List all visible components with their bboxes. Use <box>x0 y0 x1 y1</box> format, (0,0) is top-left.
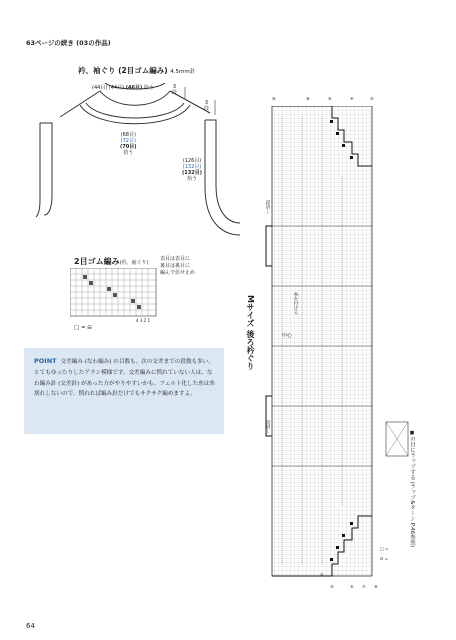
collar-title-text: 衿、袖ぐり (2目ゴム編み) <box>78 66 168 75</box>
chart-mark-label: 糸を付ける <box>293 292 298 315</box>
chart-count-bottom-4: ⑦ <box>362 584 366 589</box>
chart-legend-2: ⊟ = <box>380 556 388 561</box>
chart-count-top-4: ④ <box>350 96 354 101</box>
chart-count-bottom-5: ⑨ <box>374 584 378 589</box>
rib-legend: □ = ⊟ <box>74 325 92 331</box>
page-number: 64 <box>26 622 35 630</box>
chart-title: Mサイズ 後ろ衿ぐり <box>246 295 255 370</box>
chart-dankai-1: 段消し <box>265 420 270 434</box>
rib-note: 表目は表目に 裏目は裏目に 編んで伏せ止め <box>160 256 196 276</box>
rib-stitch-numbers: 4 3 2 1 <box>136 318 151 323</box>
chart-side-note: ◼の目にラップする (ラップ&ターン P.46参照) <box>409 430 415 548</box>
chart-count-top-5: ② <box>370 96 374 101</box>
collar-needle: 4.5mm針 <box>170 69 196 75</box>
armhole-counts: (126目) (132目) (132目) 拾う <box>182 158 203 182</box>
knitting-chart <box>262 106 380 584</box>
side-mini-chart <box>384 420 410 460</box>
chart-count-bottom-2: ③ <box>330 584 334 589</box>
collar-diagram <box>20 75 250 255</box>
back-neck-counts: (44目) (44目) (46目) 拾う <box>92 85 154 91</box>
chart-dankai-2: 段消し <box>265 200 270 214</box>
chart-center-label: 中心 <box>282 333 293 339</box>
chart-count-bottom-3: ⑤ <box>350 584 354 589</box>
chart-legend-1: □ = <box>380 546 389 551</box>
back-step-label: 3 段 <box>172 84 178 96</box>
armhole-step-label: 3 段 <box>204 100 210 112</box>
point-label: POINT <box>34 357 57 365</box>
front-neck-counts: (68目) (72目) (70目) 拾う <box>120 132 137 156</box>
rib-title: 2目ゴム編み(衿、袖ぐり) <box>74 257 149 266</box>
chart-count-top-3: ⑥ <box>328 96 332 101</box>
point-text <box>34 356 218 400</box>
page-header: 63ページの続き (03の作品) <box>26 39 111 47</box>
point-body: 交差編み (なわ編み) の目数も、次の交差までの段数も多い、とてもゆったりしたアラン模様です。交差編みに慣れていない人は、なわ編み針 (交差針) があった方がやりやすいかも。フェルト化した糸は糸割れしないので、慣れれば編み針だけでもサクサク編めますよ。 <box>34 359 215 398</box>
chart-count-top-1: ⑩ <box>272 96 276 101</box>
chart-count-top-2: ⑧ <box>306 96 310 101</box>
chart-count-bottom-1: ① <box>320 572 324 577</box>
